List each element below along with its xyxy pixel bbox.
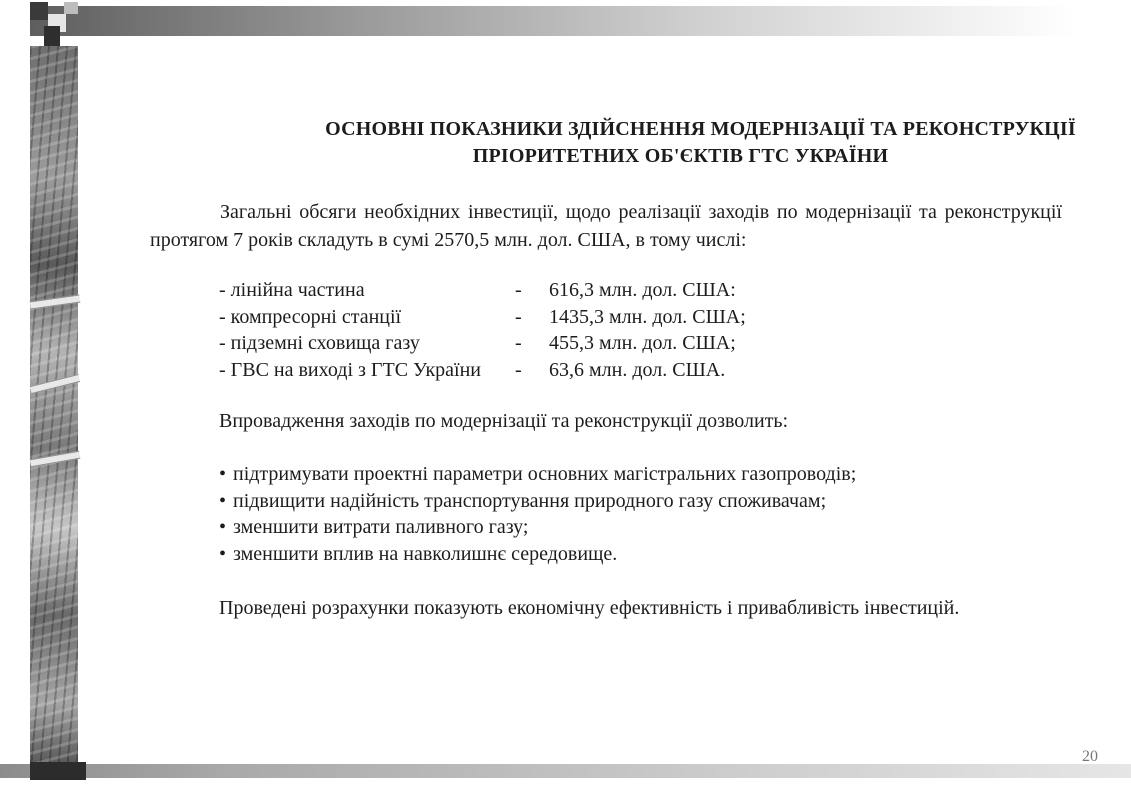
item-dash: - xyxy=(515,359,522,382)
title-line-1: ОСНОВНІ ПОКАЗНИКИ ЗДІЙСНЕННЯ МОДЕРНІЗАЦІЇ ТА РЕКОНСТРУКЦІЇ xyxy=(325,118,1076,140)
decorative-square xyxy=(64,2,78,14)
investment-breakdown xyxy=(219,276,919,383)
item-label: - підземні сховища газу xyxy=(219,332,420,355)
decorative-square xyxy=(30,2,48,20)
bullet-text: зменшити витрати паливного газу; xyxy=(233,516,529,539)
bullet-item xyxy=(219,540,1079,567)
decorative-square xyxy=(44,26,60,48)
bullet-item xyxy=(219,460,1079,487)
bullet-icon: • xyxy=(219,543,227,566)
list-item xyxy=(219,276,919,303)
page-number: 20 xyxy=(1082,748,1098,765)
intro-paragraph: Загальні обсяги необхідних інвестиції, щодо реалізації заходів по модернізації та реконструкції протягом 7 років складуть в сумі 2570,5 млн. дол. США, в тому числі: xyxy=(150,201,1062,251)
bullet-text: підвищити надійність транспортування природного газу споживачам; xyxy=(233,489,827,512)
item-label: - компресорні станції xyxy=(219,305,402,328)
list-item xyxy=(219,303,919,330)
benefits-list xyxy=(219,460,1079,567)
bullet-icon: • xyxy=(219,463,227,485)
item-value: 1435,3 млн. дол. США; xyxy=(549,305,746,328)
item-value: 63,6 млн. дол. США. xyxy=(549,359,726,382)
item-dash: - xyxy=(515,332,522,355)
item-label: - лінійна частина xyxy=(219,279,365,301)
list-item xyxy=(219,329,919,356)
item-value: 616,3 млн. дол. США: xyxy=(549,279,736,301)
item-dash: - xyxy=(515,305,522,328)
bullet-text: зменшити вплив на навколишнє середовище. xyxy=(233,543,618,566)
conclusion-paragraph: Проведені розрахунки показують економічну ефективність і привабливість інвестицій. xyxy=(219,597,960,619)
page-title xyxy=(150,116,1131,170)
bullet-icon: • xyxy=(219,516,227,539)
item-value: 455,3 млн. дол. США; xyxy=(549,332,736,355)
title-line-2: ПРІОРИТЕТНИХ ОБ'ЄКТІВ ГТС УКРАЇНИ xyxy=(472,145,889,167)
pipeline-photo-strip xyxy=(30,46,78,776)
benefits-lead: Впровадження заходів по модернізації та реконструкції дозволить: xyxy=(219,410,789,432)
item-dash: - xyxy=(515,279,522,301)
bullet-item xyxy=(219,513,1079,540)
bullet-text: підтримувати проектні параметри основних магістральних газопроводів; xyxy=(233,463,857,485)
decorative-bottom-block xyxy=(30,762,86,780)
decorative-top-bar xyxy=(30,6,1131,36)
decorative-bottom-bar xyxy=(0,764,1131,778)
bullet-item xyxy=(219,487,1079,514)
bullet-icon: • xyxy=(219,489,227,512)
item-label: - ГВС на виході з ГТС України xyxy=(219,359,482,382)
list-item xyxy=(219,356,919,383)
